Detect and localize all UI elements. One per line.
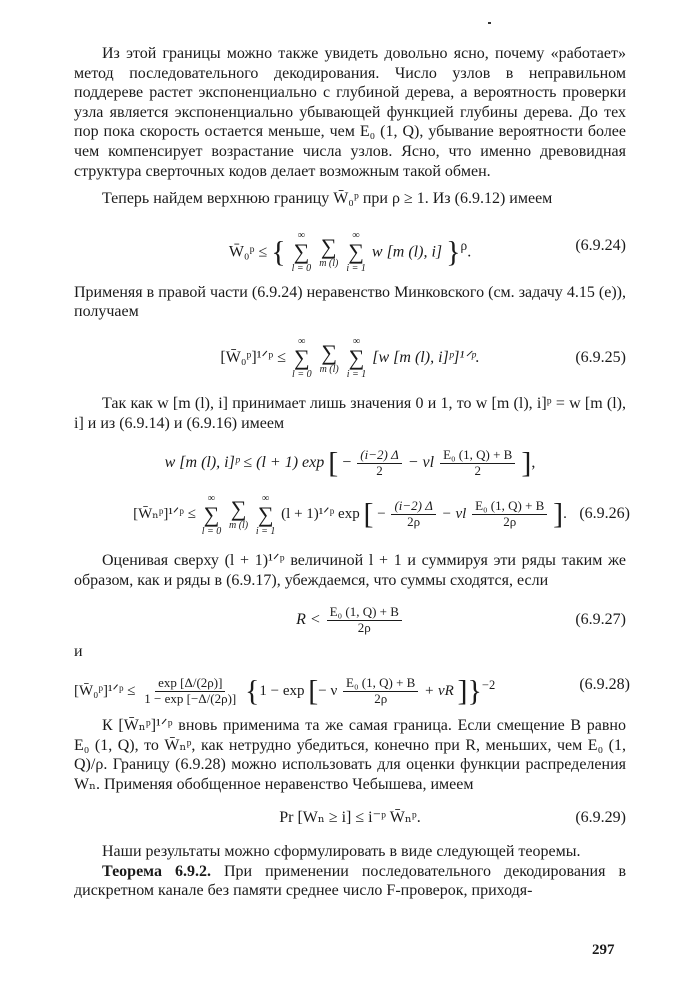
page-body bbox=[74, 44, 630, 901]
equation-6-9-24: W̄₀ᵖ ≤ { ∞ ∑ l = 0 ∑ m (l) ∞ ∑ i = 1 w [m (l), i] }$^\rho$. (6.9.24) bbox=[228, 230, 626, 275]
sum-l: ∞ ∑ l = 0 bbox=[291, 230, 312, 275]
eq24-lhs: W̄₀ᵖ ≤ bbox=[228, 243, 268, 261]
equation-6-9-26: [W̄ₙᵖ]¹ᐟᵖ ≤ ∞ ∑ l = 0 ∑ m (l) ∞ ∑ i = 1 (l + 1)¹ᐟᵖ exp [ − $\frac{(i-2) \Delta}{2\rho}$ − νl $\frac{\text{E₀ (1, Q) + B}}{2\rho}$ ]. (6.9.26) bbox=[133, 492, 630, 537]
paragraph-1: Из этой границы можно также увидеть довольно ясно, почему «работает» метод последовательного декодирования. Число узлов в неправильном поддереве растет экспоненциально с глубиной дерева, а вероятность проверки узла является экспоненциально убывающей функцией глубины дерева. До тех пор пока скорость остается меньше, чем E₀ (1, Q), убывание вероятности более чем компенсирует возрастание числа узлов. Ясно, что именно древовидная структура сверточных кодов делает возможным такой обмен. bbox=[74, 45, 626, 180]
paragraph-6: К [W̄ₙᵖ]¹ᐟᵖ вновь применима та же самая граница. Если смещение B равно E₀ (1, Q), то W̄ₙᵖ, как нетрудно убедиться, конечно при R, меньших, чем E₀ (1, Q)/ρ. Границу (6.9.28) можно использовать для оценки функции распределения Wₙ. Применяя обобщенное неравенство Чебышева, имеем bbox=[74, 716, 626, 793]
eq24-number: (6.9.24) bbox=[575, 236, 626, 254]
eq29-number: (6.9.29) bbox=[575, 809, 626, 827]
paragraph-3: Применяя в правой части (6.9.24) неравенство Минковского (см. задачу 4.15 (е)), получаем bbox=[74, 283, 626, 321]
eq26-number: (6.9.26) bbox=[579, 505, 630, 523]
sum-m: ∑ m (l) bbox=[319, 233, 339, 269]
equation-6-9-25: [W̄₀ᵖ]¹ᐟᵖ ≤ ∞ ∑ l = 0 ∑ m (l) ∞ ∑ i = 1 [w [m (l), i]ᵖ]¹ᐟᵖ. (6.9.25) bbox=[220, 336, 626, 381]
equation-6-9-26-line-1: w [m (l), i]ᵖ ≤ (l + 1) exp [ − $\frac{(i-2) \Delta}{2}$ − νl $\frac{\text{E₀ (1, Q) + B}}{2}$ ], bbox=[164, 446, 536, 480]
eq29-expr: Pr [Wₙ ≥ i] ≤ i⁻ᵖ W̄ₙᵖ. bbox=[279, 809, 421, 827]
eq25-lhs: [W̄₀ᵖ]¹ᐟᵖ ≤ bbox=[220, 348, 287, 366]
theorem-title: Теорема 6.9.2. bbox=[102, 862, 211, 880]
theorem-text: При применении последовательного декодирования в дискретном канале без памяти среднее число F-проверок, приходя- bbox=[74, 862, 626, 900]
equation-6-9-27: R < $\frac{\text{E₀ (1, Q) + B}}{2\rho}$ (6.9.27) bbox=[296, 604, 626, 636]
eq27-number: (6.9.27) bbox=[575, 611, 626, 629]
eq28-number: (6.9.28) bbox=[579, 676, 630, 694]
paragraph-and: и bbox=[74, 643, 83, 661]
page-number: 297 bbox=[592, 942, 615, 958]
sum-i: ∞ ∑ i = 1 bbox=[346, 230, 366, 275]
print-speck bbox=[488, 22, 491, 24]
equation-6-9-29 bbox=[74, 802, 626, 834]
paragraph-4: Так как w [m (l), i] принимает лишь значения 0 и 1, то w [m (l), i]ᵖ = w [m (l), i] и из (6.9.14) и (6.9.16) имеем bbox=[74, 394, 626, 432]
eq25-number: (6.9.25) bbox=[575, 349, 626, 367]
eq24-body: w [m (l), i] bbox=[371, 243, 443, 261]
equation-6-9-28: [W̄₀ᵖ]¹ᐟᵖ ≤ $\frac{\exp [\Delta/(2\rho)]}{1 - \exp [-\Delta/(2\rho)]}$ {1 − exp [− ν $\frac{\text{E₀ (1, Q) + B}}{2\rho}$ + νR ]}$^{-2}$ (6.9.28) bbox=[74, 674, 630, 708]
theorem-paragraph bbox=[74, 862, 626, 901]
eq25-body: [w [m (l), i]ᵖ]¹ᐟᵖ. bbox=[372, 348, 480, 366]
paragraph-7: Наши результаты можно сформулировать в виде следующей теоремы. bbox=[102, 843, 581, 861]
paragraph-5: Оценивая сверху (l + 1)¹ᐟᵖ величиной l + 1 и суммируя эти ряды таким же образом, как и ряды в (6.9.17), убеждаемся, что суммы сходятся, если bbox=[74, 552, 626, 589]
paragraph-2: Теперь найдем верхнюю границу W̄₀ᵖ при ρ ≥ 1. Из (6.9.12) имеем bbox=[102, 190, 553, 208]
